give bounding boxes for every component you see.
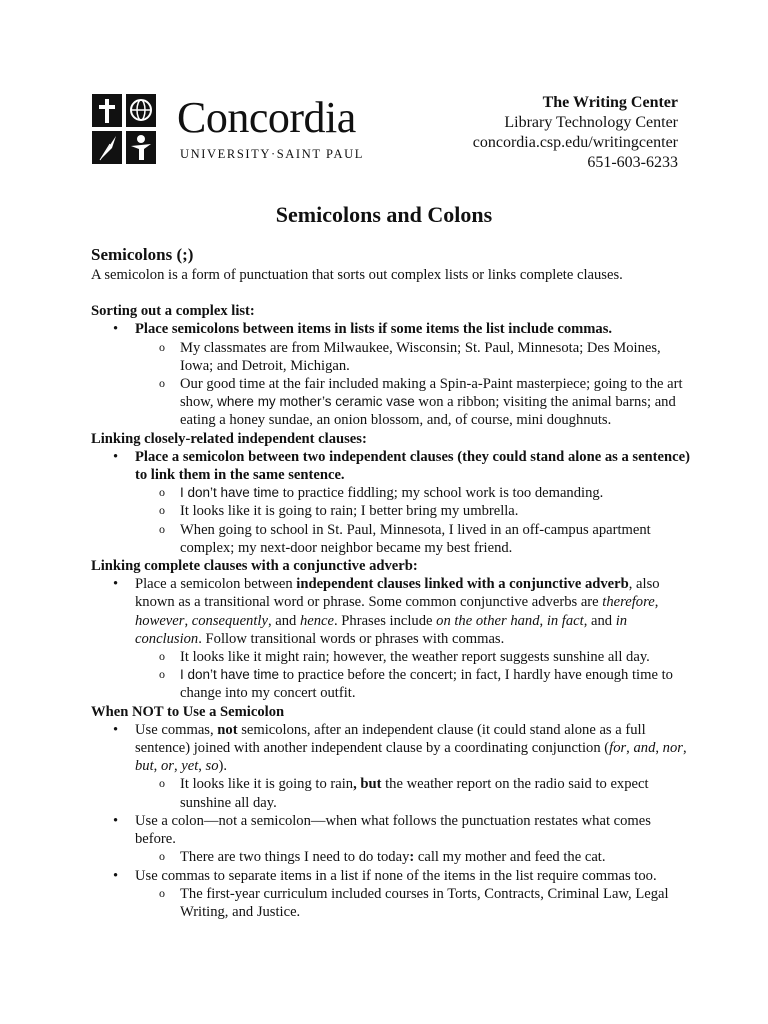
org-phone: 651-603-6233 bbox=[587, 154, 678, 171]
example-item: o The first-year curriculum included courses in Torts, Contracts, Criminal Law, Legal Writing, and Justice. bbox=[135, 885, 691, 921]
example-item: o It looks like it is going to rain, but the weather report on the radio said to expect sunshine all day. bbox=[135, 775, 691, 811]
list-item: • Place a semicolon between independent clauses linked with a conjunctive adverb, also known as a transitional word or phrase. Some common conjunctive adverbs are therefore, however, consequently, and hence. Phrases include on the other hand, in fact, and in conclusion. Follow transitional words or phrases with commas. o It looks like it might rain; however, the weather report suggests sunshine all day. o I don’t have time to practice before the concert; in fact, I hardly have enough time to change into my concert outfit. bbox=[91, 575, 691, 702]
semicolons-intro: A semicolon is a form of punctuation that sorts out complex lists or links complete clauses. bbox=[91, 267, 623, 283]
example-list bbox=[135, 484, 691, 557]
example-list bbox=[135, 885, 691, 921]
logo-subtitle: UNIVERSITY·SAINT PAUL bbox=[180, 147, 364, 161]
example-item: o It looks like it is going to rain; I better bring my umbrella. bbox=[135, 502, 691, 520]
bullet-list bbox=[91, 575, 691, 702]
section-heading-semicolons: Semicolons (;) bbox=[91, 245, 194, 264]
list-item: • Use commas, not semicolons, after an independent clause (it could stand alone as a full sentence) joined with another independent clause by a coordinating conjunction (for, and, nor, but, or, yet, so). o It looks like it is going to rain, but the weather report on the radio said to expect sunshine all day. bbox=[91, 721, 691, 812]
example-list bbox=[135, 848, 691, 866]
list-item: • Use a colon—not a semicolon—when what follows the punctuation restates what comes before. o There are two things I need to do today: call my mother and feed the cat. bbox=[91, 812, 691, 867]
example-item: o I don’t have time to practice fiddling; my school work is too demanding. bbox=[135, 484, 691, 502]
example-item: o When going to school in St. Paul, Minnesota, I lived in an off-campus apartment complex; my next-door neighbor became my best friend. bbox=[135, 521, 691, 557]
example-item: o I don’t have time to practice before the concert; in fact, I hardly have enough time to change into my concert outfit. bbox=[135, 666, 691, 702]
bullet-list bbox=[91, 320, 691, 429]
bullet-list bbox=[91, 721, 691, 921]
page-title: Semicolons and Colons bbox=[275, 202, 493, 227]
org-name: The Writing Center bbox=[542, 94, 678, 111]
example-item: o My classmates are from Milwaukee, Wisconsin; St. Paul, Minnesota; Des Moines, Iowa; and Detroit, Michigan. bbox=[135, 339, 691, 375]
example-item: o There are two things I need to do today: call my mother and feed the cat. bbox=[135, 848, 691, 866]
logo-wordmark: Concordia bbox=[177, 93, 356, 142]
example-list bbox=[135, 775, 691, 811]
rule-text: Place semicolons between items in lists if some items the list include commas. bbox=[135, 321, 613, 338]
list-item bbox=[91, 448, 691, 557]
org-address: Library Technology Center bbox=[504, 114, 678, 131]
subheading-conjunctive-adverb: Linking complete clauses with a conjunctive adverb: bbox=[91, 558, 418, 575]
subheading-independent-clauses: Linking closely-related independent clauses: bbox=[91, 430, 367, 447]
list-item: • Use commas to separate items in a list if none of the items in the list require commas too. o The first-year curriculum included courses in Torts, Contracts, Criminal Law, Legal Writing, and Justice. bbox=[91, 867, 691, 922]
contact-block bbox=[473, 93, 678, 173]
list-item bbox=[91, 320, 691, 429]
org-url: concordia.csp.edu/writingcenter bbox=[472, 134, 678, 151]
rule-text: Place a semicolon between two independent clauses (they could stand alone as a sentence) to link them in the same sentence. bbox=[135, 448, 690, 484]
example-item: o Our good time at the fair included making a Spin-a-Paint masterpiece; going to the art show, where my mother’s ceramic vase won a ribbon; visiting the animal barns; and eating a honey sundae, an onion blossom, and, of course, mini doughnuts. bbox=[135, 375, 691, 430]
document-body bbox=[91, 244, 691, 921]
example-item: o It looks like it might rain; however, the weather report suggests sunshine all day. bbox=[135, 648, 691, 666]
spacer bbox=[91, 284, 691, 302]
example-list bbox=[135, 339, 691, 430]
subheading-when-not: When NOT to Use a Semicolon bbox=[91, 703, 285, 720]
bullet-list bbox=[91, 448, 691, 557]
example-list bbox=[135, 648, 691, 703]
subheading-complex-list: Sorting out a complex list: bbox=[91, 303, 255, 320]
concordia-emblem-icon bbox=[92, 94, 156, 164]
concordia-logo bbox=[92, 94, 372, 166]
